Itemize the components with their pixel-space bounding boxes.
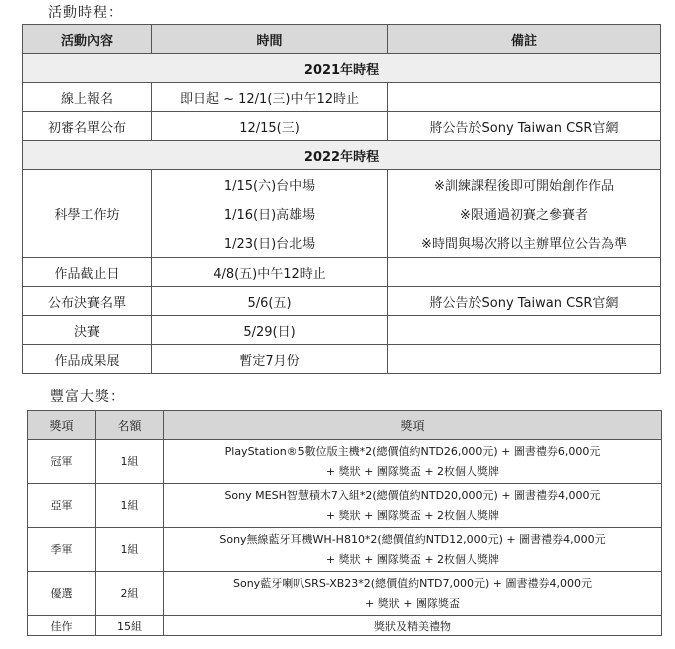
prize-line: + 獎狀 + 團隊獎盃 [365, 596, 460, 610]
table-row [28, 440, 662, 484]
table-row [23, 258, 661, 287]
prize-line: Sony無線藍牙耳機WH-H810*2(總價值約NTD12,000元) + 圖書禮券4,000元 [219, 532, 606, 546]
prize-header-row [28, 411, 662, 440]
table-row [23, 287, 661, 316]
workshop-note-cell: ※時間與場次將以主辦單位公告為準 [388, 228, 661, 258]
prize-cell: 獎狀及精美禮物 [164, 616, 662, 636]
table-row [23, 345, 661, 374]
activity-cell: 初審名單公布 [23, 112, 152, 141]
time-cell: 即日起 ~ 12/1(三)中午12時止 [152, 83, 388, 112]
prize-cell [164, 440, 662, 484]
prize-line: Sony藍牙喇叭SRS-XB23*2(總價值約NTD7,000元) + 圖書禮券4,000元 [233, 576, 592, 590]
activity-cell: 作品截止日 [23, 258, 152, 287]
prize-line: PlayStation®5數位版主機*2(總價值約NTD26,000元) + 圖書禮券6,000元 [224, 444, 601, 458]
award-cell: 季軍 [28, 528, 96, 572]
award-cell: 佳作 [28, 616, 96, 636]
workshop-time-cell: 1/16(日)高雄場 [152, 199, 388, 228]
schedule-title: 活動時程： [48, 5, 123, 21]
note-cell: 將公告於Sony Taiwan CSR官網 [388, 112, 661, 141]
activity-cell: 線上報名 [23, 83, 152, 112]
year-2021-label: 2021年時程 [23, 54, 661, 83]
prize-line: Sony MESH智慧積木7入組*2(總價值約NTD20,000元) + 圖書禮券4,000元 [224, 488, 601, 502]
workshop-activity-cell: 科學工作坊 [23, 170, 152, 258]
note-cell [388, 345, 661, 374]
schedule-table [22, 24, 661, 374]
prize-cell [164, 484, 662, 528]
time-cell: 12/15(三) [152, 112, 388, 141]
activity-cell: 公布決賽名單 [23, 287, 152, 316]
header-award: 獎項 [28, 411, 96, 440]
activity-cell: 決賽 [23, 316, 152, 345]
award-cell: 冠軍 [28, 440, 96, 484]
year-2022-row [23, 141, 661, 170]
prize-line: + 獎狀 + 團隊獎盃 + 2枚個人獎牌 [325, 508, 500, 522]
year-2021-row [23, 54, 661, 83]
count-cell: 15組 [96, 616, 164, 636]
table-row [23, 316, 661, 345]
header-prize: 獎項 [164, 411, 662, 440]
workshop-time-cell: 1/23(日)台北場 [152, 228, 388, 258]
workshop-time-cell: 1/15(六)台中場 [152, 170, 388, 200]
note-cell: 將公告於Sony Taiwan CSR官網 [388, 287, 661, 316]
prize-line: + 獎狀 + 團隊獎盃 + 2枚個人獎牌 [325, 464, 500, 478]
workshop-note-cell: ※訓練課程後即可開始創作作品 [388, 170, 661, 200]
table-row [28, 572, 662, 616]
award-cell: 亞軍 [28, 484, 96, 528]
table-row [28, 484, 662, 528]
workshop-note-cell: ※限通過初賽之參賽者 [388, 199, 661, 228]
note-cell [388, 258, 661, 287]
header-time: 時間 [152, 25, 388, 54]
time-cell: 5/6(五) [152, 287, 388, 316]
award-cell: 優選 [28, 572, 96, 616]
workshop-row [23, 170, 661, 200]
note-cell [388, 316, 661, 345]
note-cell [388, 83, 661, 112]
header-note: 備註 [388, 25, 661, 54]
schedule-header-row [23, 25, 661, 54]
table-row [23, 112, 661, 141]
year-2022-label: 2022年時程 [23, 141, 661, 170]
count-cell: 2組 [96, 572, 164, 616]
prizes-title: 豐富大獎： [50, 389, 125, 405]
prize-cell [164, 572, 662, 616]
table-row [23, 83, 661, 112]
prize-line: + 獎狀 + 團隊獎盃 + 2枚個人獎牌 [325, 552, 500, 566]
count-cell: 1組 [96, 440, 164, 484]
header-count: 名額 [96, 411, 164, 440]
prize-cell [164, 528, 662, 572]
time-cell: 4/8(五)中午12時止 [152, 258, 388, 287]
time-cell: 暫定7月份 [152, 345, 388, 374]
table-row [28, 616, 662, 636]
activity-cell: 作品成果展 [23, 345, 152, 374]
count-cell: 1組 [96, 528, 164, 572]
time-cell: 5/29(日) [152, 316, 388, 345]
prize-table [27, 410, 662, 636]
header-activity: 活動內容 [23, 25, 152, 54]
table-row [28, 528, 662, 572]
count-cell: 1組 [96, 484, 164, 528]
